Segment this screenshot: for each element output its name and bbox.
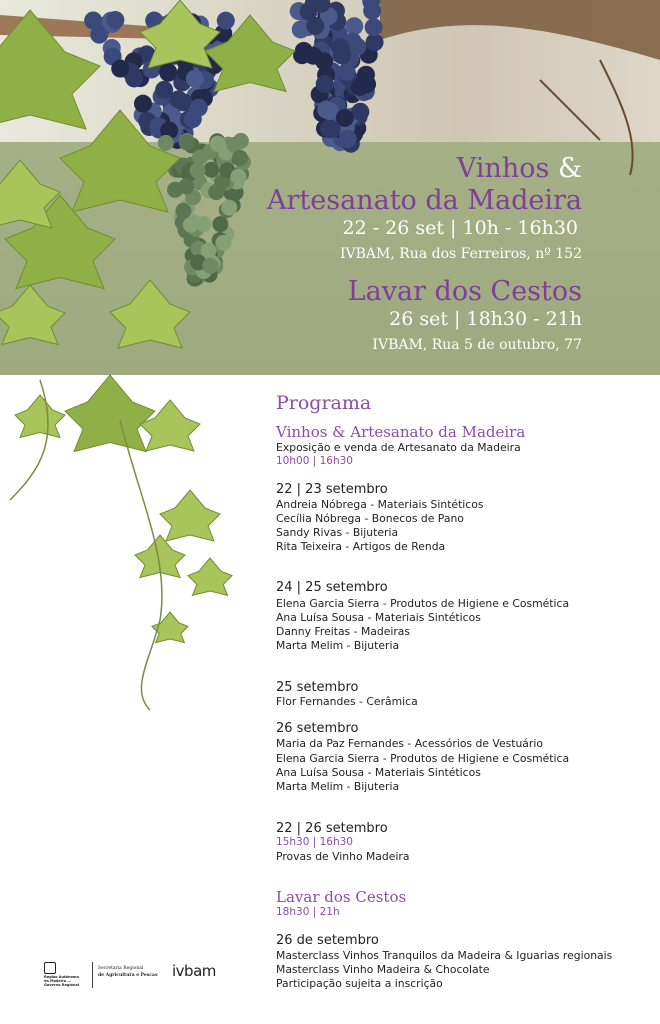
grape: [331, 38, 349, 56]
list-item: Andreia Nóbrega - Materiais Sintéticos: [276, 498, 484, 511]
section1-time: 10h00 | 16h30: [276, 455, 353, 467]
grape: [183, 217, 199, 233]
grape: [111, 60, 129, 78]
list-item: Elena Garcia Sierra - Produtos de Higiene e Cosmética: [276, 752, 570, 765]
vine-leaf: [188, 558, 232, 595]
grape: [202, 258, 218, 274]
list-item: Masterclass Vinhos Tranquilos da Madeira & Iguarias regionais: [276, 949, 613, 962]
list-item: Cecília Nóbrega - Bonecos de Pano: [276, 512, 464, 525]
vine-leaf: [15, 395, 65, 438]
day-date: 24 | 25 setembro: [276, 580, 388, 595]
ampersand: &: [557, 153, 582, 184]
grape: [304, 47, 322, 65]
vine-leaf: [140, 0, 220, 68]
list-item: Maria da Paz Fernandes - Acessórios de Vestuário: [276, 737, 543, 750]
list-item: Marta Melim - Bijuteria: [276, 639, 400, 652]
grape: [192, 149, 208, 165]
vine-leaf: [0, 285, 65, 345]
event1-location: IVBAM, Rua dos Ferreiros, nº 152: [339, 246, 582, 262]
event2-dates: 26 set | 18h30 - 21h: [389, 308, 582, 330]
tasting-item: Provas de Vinho Madeira: [276, 850, 410, 863]
grape: [358, 75, 376, 93]
grape: [339, 130, 357, 148]
grape: [306, 17, 324, 35]
grape: [190, 99, 208, 117]
grape: [215, 235, 231, 251]
list-item: Ana Luísa Sousa - Materiais Sintéticos: [276, 611, 481, 624]
secretaria-logo-line1: Secretaria Regional: [98, 966, 144, 971]
section1-subtitle: Exposição e venda de Artesanato da Madeira: [276, 441, 521, 454]
section2-time: 18h30 | 21h: [276, 906, 340, 918]
grape: [208, 184, 224, 200]
section2-date: 26 de setembro: [276, 933, 379, 948]
list-item: Rita Teixeira - Artigos de Renda: [276, 540, 446, 553]
grape: [175, 203, 191, 219]
grape: [365, 18, 383, 36]
grape: [351, 103, 369, 121]
grape: [159, 63, 177, 81]
grape: [338, 63, 356, 81]
list-item: Marta Melim - Bijuteria: [276, 780, 400, 793]
grape: [186, 70, 204, 88]
list-item: Danny Freitas - Madeiras: [276, 625, 411, 638]
vine-leaf: [65, 375, 155, 452]
grape: [190, 163, 206, 179]
grape: [221, 200, 237, 216]
event1-title-line2: Artesanato da Madeira: [267, 185, 582, 216]
grape: [345, 17, 363, 35]
grape: [217, 12, 235, 30]
event2-title: Lavar dos Cestos: [347, 276, 582, 307]
grape: [323, 120, 341, 138]
grape: [158, 135, 174, 151]
list-item: Masterclass Vinho Madeira & Chocolate: [276, 963, 490, 976]
list-item: Flor Fernandes - Cerâmica: [276, 695, 418, 708]
vine-leaf: [140, 400, 200, 451]
madeira-region-logo-icon: [44, 962, 56, 974]
grape: [178, 178, 194, 194]
day-date: 26 setembro: [276, 721, 359, 736]
vine-leaf: [110, 280, 190, 348]
event2-location: IVBAM, Rua 5 de outubro, 77: [372, 337, 582, 353]
sponsor-logos: [44, 962, 234, 990]
secretaria-logo-line2: de Agricultura e Pescas: [98, 973, 158, 978]
event1-title-line1: Vinhos &: [456, 153, 582, 184]
section2-title: Lavar dos Cestos: [276, 888, 407, 906]
vine-trunk: [380, 0, 660, 60]
grape: [230, 169, 246, 185]
event1-dates: 22 - 26 set | 10h - 16h30: [342, 217, 578, 239]
grape: [316, 75, 334, 93]
grape: [155, 81, 173, 99]
program-title: Programa: [276, 392, 372, 414]
logo-divider: [92, 962, 93, 988]
list-item: Ana Luísa Sousa - Materiais Sintéticos: [276, 766, 481, 779]
grape: [210, 136, 226, 152]
grape: [232, 150, 248, 166]
vine-leaf: [160, 490, 220, 541]
grape: [179, 134, 195, 150]
grape: [106, 11, 124, 29]
grape: [212, 216, 228, 232]
madeira-region-logo: Região Autónoma da Madeira — Governo Regional: [44, 975, 80, 987]
list-item: Sandy Rivas - Bijuteria: [276, 526, 399, 539]
day-date: 25 setembro: [276, 680, 359, 695]
grape: [203, 162, 219, 178]
list-item: Elena Garcia Sierra - Produtos de Higiene e Cosmética: [276, 597, 570, 610]
tasting-date: 22 | 26 setembro: [276, 821, 388, 836]
section1-title: Vinhos & Artesanato da Madeira: [276, 423, 526, 441]
day-date: 22 | 23 setembro: [276, 482, 388, 497]
tasting-time: 15h30 | 16h30: [276, 836, 353, 848]
ivbam-logo: ivbam: [172, 962, 216, 980]
grape: [134, 95, 152, 113]
list-item: Participação sujeita a inscrição: [276, 977, 443, 990]
